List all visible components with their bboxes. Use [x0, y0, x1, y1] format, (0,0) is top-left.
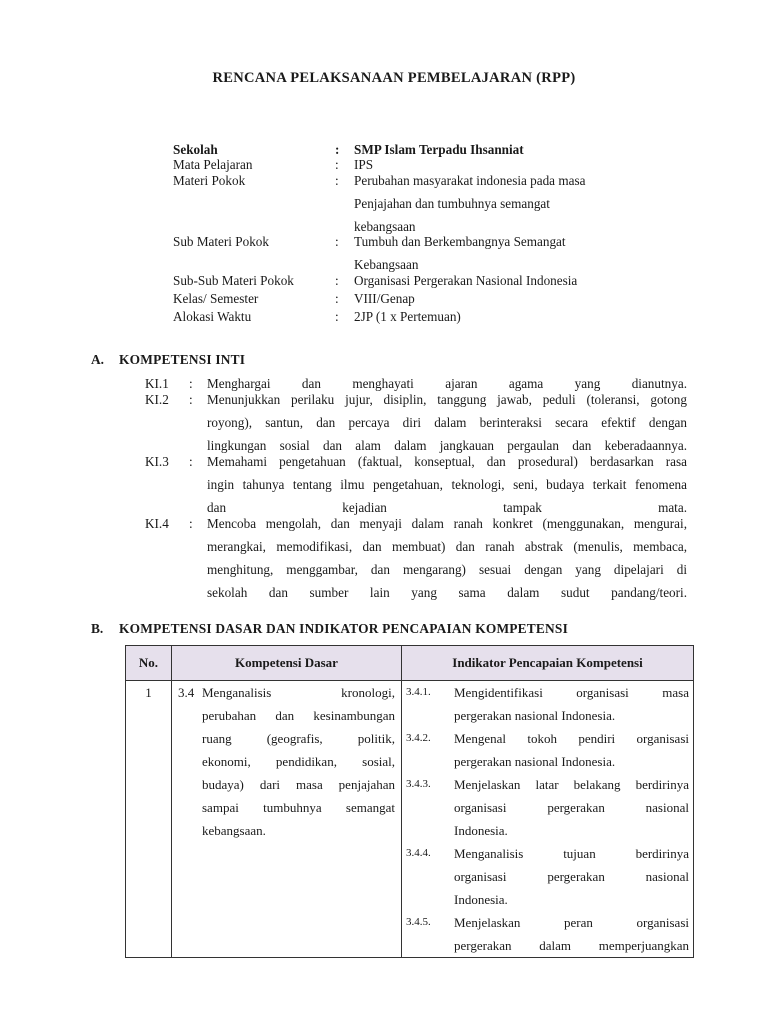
identity-colon: :: [335, 273, 339, 288]
ki-text: [207, 388, 687, 457]
table-header-indicator: Indikator Pencapaian Kompetensi: [402, 646, 694, 681]
identity-value: Penjajahan dan tumbuhnya semangat: [354, 196, 550, 211]
ki-code: KI.1: [145, 376, 169, 391]
kd-text: [202, 681, 395, 842]
identity-colon: :: [335, 142, 340, 157]
identity-colon: :: [335, 291, 339, 306]
ki-line: menghitung, menggambar, dan mengarang) sesuai dengan yang dipelajari di: [207, 562, 687, 577]
indicator-line: Menjelaskan latar belakang berdirinya: [454, 777, 689, 792]
ki-colon: :: [189, 516, 193, 531]
kd-code: 3.4: [178, 685, 195, 700]
kd-line: perubahan dan kesinambungan: [202, 708, 395, 723]
indicator-line: Indonesia.: [454, 823, 508, 838]
indicator-line: pergerakan nasional Indonesia.: [454, 708, 616, 723]
identity-label: Sekolah: [173, 142, 218, 157]
identity-value: SMP Islam Terpadu Ihsanniat: [354, 142, 524, 157]
indicator-code: 3.4.1.: [406, 686, 431, 698]
section-letter: A.: [91, 352, 105, 367]
identity-colon: :: [335, 309, 339, 324]
indicator-line: Mengidentifikasi organisasi masa: [454, 685, 689, 700]
table-cell-kd: [172, 681, 402, 958]
document-title: RENCANA PELAKSANAAN PEMBELAJARAN (RPP): [212, 70, 576, 86]
ki-code: KI.4: [145, 516, 169, 531]
ki-text: [207, 512, 687, 604]
table-cell-no: [126, 681, 172, 958]
identity-label: Materi Pokok: [173, 173, 246, 188]
kd-line: kebangsaan.: [202, 823, 266, 838]
indicator-line: organisasi pergerakan nasional: [454, 800, 689, 815]
ki-colon: :: [189, 392, 193, 407]
indicator-line: organisasi pergerakan nasional: [454, 869, 689, 884]
table-header-no: No.: [126, 646, 172, 681]
indicator-code: 3.4.4.: [406, 847, 431, 859]
identity-colon: :: [335, 157, 339, 172]
indicator-item: [402, 911, 693, 957]
indicator-code: 3.4.3.: [406, 778, 431, 790]
identity-label: Kelas/ Semester: [173, 291, 259, 306]
ki-line: Mencoba mengolah, dan menyaji dalam ranah konkret (menggunakan, mengurai,: [207, 516, 687, 531]
identity-value: 2JP (1 x Pertemuan): [354, 309, 461, 324]
kd-line: ruang (geografis, politik,: [202, 731, 395, 746]
ki-colon: :: [189, 376, 193, 391]
ki-text: [207, 450, 687, 519]
indicator-item: [402, 773, 693, 842]
ki-line: merangkai, memodifikasi, dan membuat) dan ranah abstrak (menulis, membaca,: [207, 539, 687, 554]
indicator-text: [454, 842, 689, 911]
indicator-text: [454, 727, 689, 773]
section-title: KOMPETENSI INTI: [119, 352, 246, 367]
identity-label: Alokasi Waktu: [173, 309, 252, 324]
identity-colon: :: [335, 234, 339, 249]
section-title: KOMPETENSI DASAR DAN INDIKATOR PENCAPAIAN KOMPETENSI: [119, 621, 568, 636]
ki-line: lingkungan sosial dan alam dalam jangkauan pergaulan dan keberadaannya.: [207, 438, 687, 453]
indicator-line: Mengenal tokoh pendiri organisasi: [454, 731, 689, 746]
indicator-code: 3.4.5.: [406, 916, 431, 928]
indicator-text: [454, 773, 689, 842]
indicator-item: [402, 681, 693, 727]
indicator-line: pergerakan dalam memperjuangkan: [454, 938, 689, 953]
competency-table: [125, 645, 694, 958]
table-header-kd: Kompetensi Dasar: [172, 646, 402, 681]
ki-line: ingin tahunya tentang ilmu pengetahuan, teknologi, seni, budaya terkait fenomena: [207, 477, 687, 492]
ki-line: Menghargai dan menghayati ajaran agama yang dianutnya.: [207, 376, 687, 391]
indicator-line: Menganalisis tujuan berdirinya: [454, 846, 689, 861]
kd-line: sampai tumbuhnya semangat: [202, 800, 395, 815]
table-cell-indicators: [402, 681, 694, 958]
indicator-item: [402, 727, 693, 773]
identity-label: Mata Pelajaran: [173, 157, 253, 172]
ki-code: KI.2: [145, 392, 169, 407]
identity-value: Kebangsaan: [354, 257, 419, 272]
indicator-item: [402, 842, 693, 911]
ki-line: dan kejadian tampak mata.: [207, 500, 687, 515]
identity-value: VIII/Genap: [354, 291, 415, 306]
indicator-text: [454, 911, 689, 957]
identity-value: kebangsaan: [354, 219, 416, 234]
ki-code: KI.3: [145, 454, 169, 469]
indicator-line: Indonesia.: [454, 892, 508, 907]
ki-line: Menunjukkan perilaku jujur, disiplin, tanggung jawab, peduli (toleransi, gotong: [207, 392, 687, 407]
table-header-row: [126, 646, 694, 681]
indicator-code: 3.4.2.: [406, 732, 431, 744]
ki-colon: :: [189, 454, 193, 469]
identity-value: Perubahan masyarakat indonesia pada masa: [354, 173, 586, 188]
kd-line: budaya) dari masa penjajahan: [202, 777, 395, 792]
identity-label: Sub-Sub Materi Pokok: [173, 273, 294, 288]
section-letter: B.: [91, 621, 104, 636]
ki-line: Memahami pengetahuan (faktual, konseptual, dan prosedural) berdasarkan rasa: [207, 454, 687, 469]
table-row: [126, 681, 694, 958]
kd-line: Menganalisis kronologi,: [202, 685, 395, 700]
kd-line: ekonomi, pendidikan, sosial,: [202, 754, 395, 769]
indicator-line: pergerakan nasional Indonesia.: [454, 754, 616, 769]
identity-value: Organisasi Pergerakan Nasional Indonesia: [354, 273, 578, 288]
identity-value: Tumbuh dan Berkembangnya Semangat: [354, 234, 566, 249]
ki-line: sekolah dan sumber lain yang sama dalam sudut pandang/teori.: [207, 585, 687, 600]
ki-line: royong), santun, dan percaya diri dalam berinteraksi secara efektif dengan: [207, 415, 687, 430]
identity-label: Sub Materi Pokok: [173, 234, 269, 249]
identity-value: IPS: [354, 157, 374, 172]
row-number: 1: [145, 685, 152, 700]
kd-content: [172, 681, 401, 842]
identity-colon: :: [335, 173, 339, 188]
indicator-text: [454, 681, 689, 727]
indicator-line: Menjelaskan peran organisasi: [454, 915, 689, 930]
